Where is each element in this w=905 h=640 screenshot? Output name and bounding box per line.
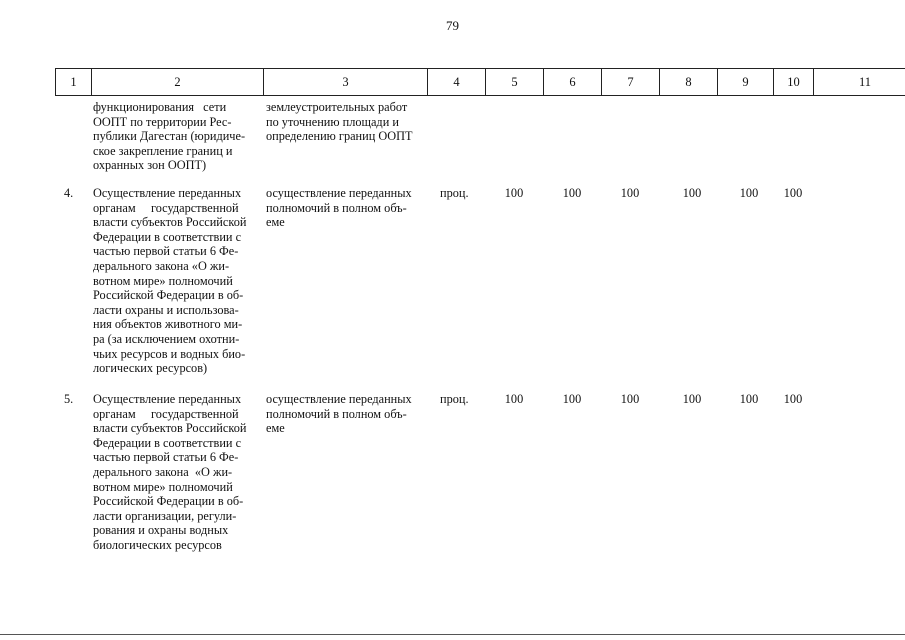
row-text-line: власти субъектов Российской [93, 421, 247, 436]
value-cell: 100 [504, 392, 524, 406]
table-header [55, 68, 905, 96]
row-text-line: частью первой статьи 6 Фе- [93, 244, 239, 259]
row-text-line: ское закрепление границ и [93, 143, 233, 158]
value-cell: 100 [783, 186, 803, 200]
indicator-line: полномочий в полном объ- [266, 406, 407, 421]
indicator-line: еме [266, 421, 285, 436]
row-text-line: функционирования сети [93, 100, 227, 114]
value-cell: 100 [739, 392, 759, 406]
row-text-line: власти субъектов Российской [93, 215, 247, 230]
row-text-line: охранных зон ООПТ) [93, 158, 207, 173]
value-cell: 100 [783, 392, 803, 406]
column-header: 6 [544, 69, 602, 95]
column-header: 1 [56, 69, 92, 95]
value-cell: 100 [682, 392, 702, 406]
indicator-line: осуществление переданных [266, 392, 412, 406]
row-text-line: ласти организации, регули- [93, 508, 237, 523]
row-text-line: дерального закона «О жи- [93, 464, 233, 479]
column-header: 11 [858, 75, 872, 89]
row-text-line: Российской Федерации в об- [93, 288, 244, 303]
table-row [93, 392, 259, 553]
indicator-line: землеустроительных работ [266, 100, 408, 114]
page-number: 79 [446, 18, 459, 33]
column-header: 4 [428, 69, 486, 95]
row-text-line: логических ресурсов) [93, 361, 208, 376]
column-header: 7 [602, 69, 660, 95]
table-row [93, 100, 259, 173]
column-header: 9 [718, 69, 774, 95]
row-text-line: публики Дагестан (юридиче- [93, 129, 246, 144]
row-text-line: органам государственной [93, 406, 239, 421]
row-text-line: вотном мире» полномочий [93, 479, 233, 494]
row-text-line: Федерации в соответствии с [93, 435, 242, 450]
row-text-line: Федерации в соответствии с [93, 229, 242, 244]
row-text-line: Осуществление переданных [93, 186, 242, 200]
row-number: 5. [64, 392, 74, 406]
row-text-line: ния объектов животного ми- [93, 317, 243, 332]
row-text-line: Российской Федерации в об- [93, 494, 244, 509]
row-text-line: ООПТ по территории Рес- [93, 114, 232, 129]
row-text-line: органам государственной [93, 200, 239, 215]
value-cell: 100 [504, 186, 524, 200]
row-text-line: ласти охраны и использова- [93, 302, 239, 317]
value-cell: 100 [620, 186, 640, 200]
row-text-line: ра (за исключением охотни- [93, 331, 240, 346]
indicator-line: определению границ ООПТ [266, 129, 413, 144]
row-text-line: вотном мире» полномочий [93, 273, 233, 288]
column-header: 5 [486, 69, 544, 95]
row-indicator [266, 392, 432, 436]
row-number: 4. [64, 186, 74, 200]
column-header: 10 [774, 69, 814, 95]
row-unit: проц. [440, 392, 469, 406]
value-cell: 100 [562, 392, 582, 406]
row-text-line: биологических ресурсов [93, 537, 222, 552]
indicator-line: еме [266, 215, 285, 230]
value-cell: 100 [620, 392, 640, 406]
row-indicator [266, 186, 432, 230]
value-cell: 100 [682, 186, 702, 200]
row-text-line: чьих ресурсов и водных био- [93, 346, 246, 361]
row-unit: проц. [440, 186, 469, 200]
value-cell: 100 [739, 186, 759, 200]
indicator-line: полномочий в полном объ- [266, 200, 407, 215]
row-text-line: частью первой статьи 6 Фе- [93, 450, 239, 465]
table-row [93, 186, 259, 376]
indicator-line: осуществление переданных [266, 186, 412, 200]
page-edge-line [0, 634, 905, 635]
row-text-line: Осуществление переданных [93, 392, 242, 406]
column-header: 3 [264, 69, 428, 95]
column-header: 8 [660, 69, 718, 95]
row-text-line: рования и охраны водных [93, 523, 229, 538]
column-header: 2 [92, 69, 264, 95]
row-text-line: дерального закона «О жи- [93, 258, 230, 273]
indicator-line: по уточнению площади и [266, 114, 399, 129]
row-indicator [266, 100, 432, 144]
value-cell: 100 [562, 186, 582, 200]
